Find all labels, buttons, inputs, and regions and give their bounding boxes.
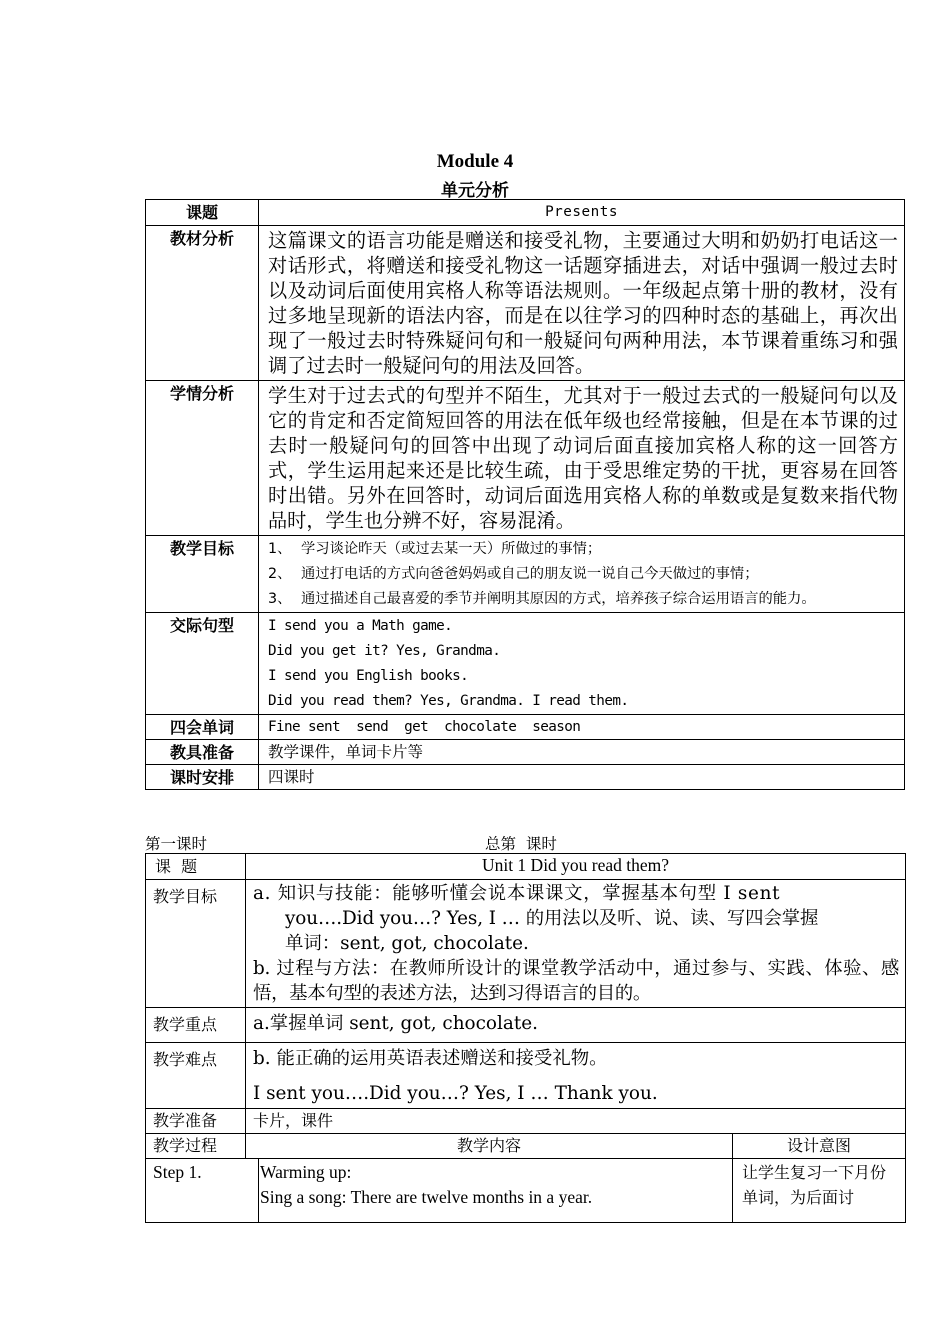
goal-b-text: b. 过程与方法：在教师所设计的课堂教学活动中，通过参与、实践、体验、感悟，基本句型的表述方法，达到习得语言的目的。 [253,958,899,1004]
unit-analysis-table [145,199,905,790]
lesson-plan-table [145,853,906,1223]
key-points-value: a.掌握单词 sent, got, chocolate. [253,1013,538,1034]
lesson-topic-value: Unit 1 Did you read them? [246,854,906,880]
step-row [146,1159,906,1223]
student-analysis-label: 学情分析 [146,381,259,536]
vocabulary-label: 四会单词 [146,715,259,740]
vocabulary-row [146,715,905,740]
key-points-row [146,1008,906,1043]
topic-value: Presents [545,204,618,220]
sentence-line: I send you English books. [268,668,469,684]
topic-label: 课题 [146,200,259,226]
goal-a-line: you….Did you…? Yes, I … 的用法以及听、说、读、写四会掌握 [285,908,819,929]
material-analysis-text: 这篇课文的语言功能是赠送和接受礼物，主要通过大明和奶奶打电话这一对话形式，将赠送和接受礼物这一话题穿插进去，对话中强调一般过去时以及动词后面使用宾格人称等语法规则。一年级起点第十册的教材，没有过多地呈现新的语法内容，而是在以往学习的四种时态的基础上，再次出现了一般过去时特殊疑问句和一般疑问句两种用法，本节课着重练习和强调了过去时一般疑问句的用法及回答。 [268,229,898,377]
goal-text: 通过打电话的方式向爸爸妈妈或自己的朋友说一说自己今天做过的事情； [301,566,759,582]
goal-number: 2、 [268,566,292,582]
lesson-goals-row [146,880,906,1008]
schedule-row [146,765,905,790]
teaching-aids-row [146,740,905,765]
content-label: 教学内容 [246,1134,733,1159]
teaching-goals-label: 教学目标 [146,536,259,613]
step-content-line: Warming up: [260,1162,352,1182]
difficulty-line: I sent you….Did you…? Yes, I … Thank you. [253,1083,658,1104]
goal-text: 通过描述自己最喜爱的季节并阐明其原因的方式，培养孩子综合运用语言的能力。 [301,591,816,607]
student-analysis-row [146,381,905,536]
sentence-line: Did you read them? Yes, Grandma. I read them. [268,693,629,709]
goal-number: 1、 [268,541,292,557]
step-intent: 让学生复习一下月份单词，为后面讨 [742,1163,887,1207]
teaching-aids-value: 教学课件，单词卡片等 [268,743,424,761]
lesson-number: 第一课时 [145,835,208,853]
difficulty-line: b. 能正确的运用英语表述赠送和接受礼物。 [253,1048,608,1069]
difficulty-row [146,1043,906,1109]
goal-item [268,562,898,587]
page-title: Module 4 [436,151,514,172]
total-lesson-number: 总第 课时 [485,835,557,853]
lesson-topic-label: 课 题 [146,854,246,880]
teaching-aids-label: 教具准备 [146,740,259,765]
lesson-topic-row [146,854,906,880]
step-content-line: Sing a song: There are twelve months in a year. [260,1187,593,1207]
key-points-label: 教学重点 [146,1008,246,1043]
material-analysis-row [146,226,905,381]
goal-number: 3、 [268,591,292,607]
goal-item [268,587,898,612]
sentence-line: Did you get it? Yes, Grandma. [268,643,501,659]
preparation-row [146,1109,906,1134]
goal-a-line: 单词：sent, got, chocolate. [285,933,529,954]
vocabulary-value: Fine sent send get chocolate season [268,719,581,735]
process-header-row [146,1134,906,1159]
topic-row [146,200,905,226]
preparation-value: 卡片，课件 [253,1111,334,1130]
lesson-goals-label: 教学目标 [146,880,246,1008]
page-subtitle: 单元分析 [441,181,509,201]
goal-item [268,537,898,562]
sentence-line: I send you a Math game. [268,618,453,634]
sentence-patterns-label: 交际句型 [146,613,259,715]
preparation-label: 教学准备 [146,1109,246,1134]
step-label: Step 1. [146,1159,259,1223]
difficulty-label: 教学难点 [146,1043,246,1109]
schedule-value: 四课时 [268,768,315,786]
schedule-label: 课时安排 [146,765,259,790]
intent-label: 设计意图 [733,1134,906,1159]
sentence-patterns-row [146,613,905,715]
goal-a-line: a. 知识与技能：能够听懂会说本课课文，掌握基本句型 I sent [253,883,781,904]
process-label: 教学过程 [146,1134,246,1159]
material-analysis-label: 教材分析 [146,226,259,381]
student-analysis-text: 学生对于过去式的句型并不陌生，尤其对于一般过去式的一般疑问句以及它的肯定和否定简短回答的用法在低年级也经常接触，但是在本节课的过去时一般疑问句的回答中出现了动词后面直接加宾格人称的这一回答方式，学生运用起来还是比较生疏，由于受思维定势的干扰，更容易在回答时出错。另外在回答时，动词后面选用宾格人称的单数或是复数来指代物品时，学生也分辨不好，容易混淆。 [268,384,898,532]
teaching-goals-row [146,536,905,613]
goal-text: 学习谈论昨天（或过去某一天）所做过的事情； [301,541,602,557]
